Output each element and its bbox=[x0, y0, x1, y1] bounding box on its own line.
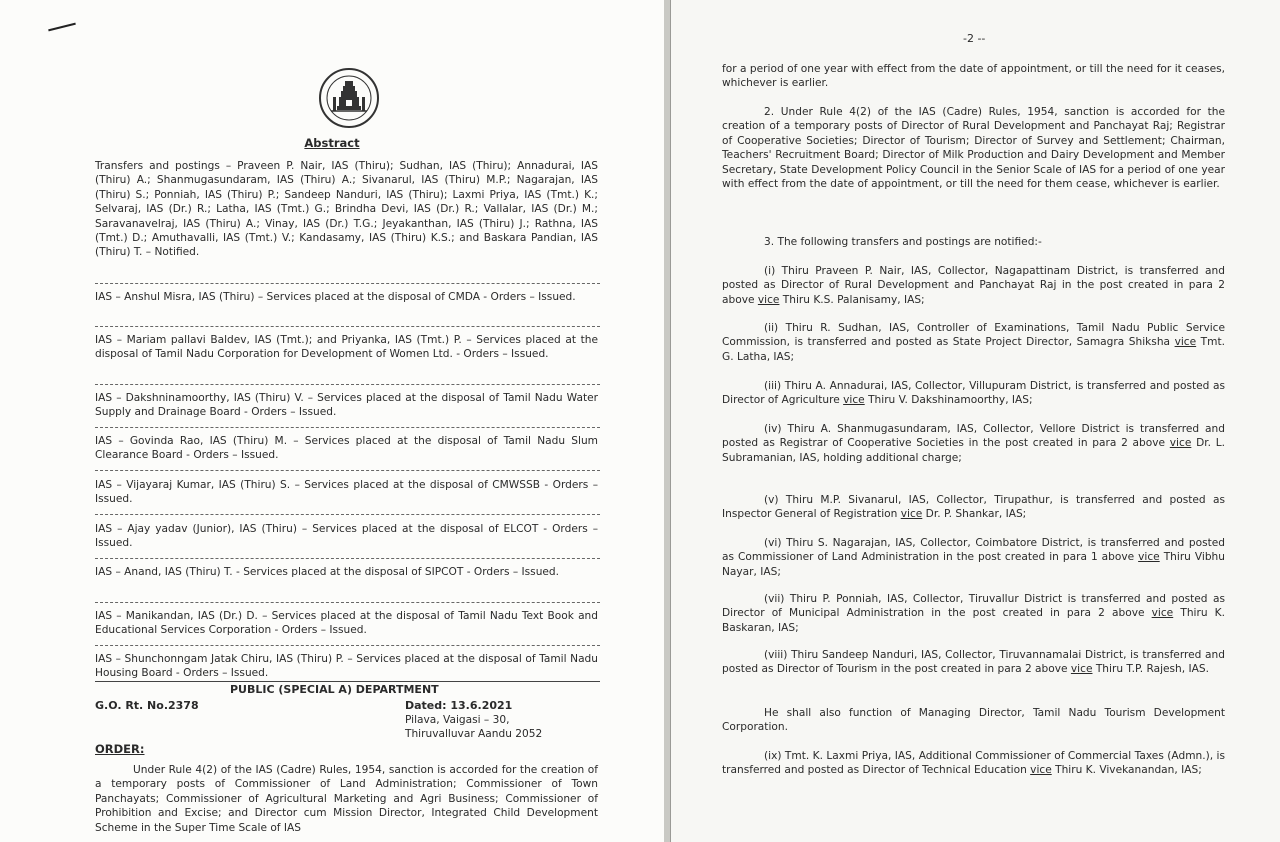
item-text: (i) Thiru Praveen P. Nair, IAS, Collector, Nagapattinam District, is transferred and posted as Director of Rural Development and Panchayat Raj in the post created in para 2 above bbox=[722, 265, 1225, 306]
vice-label: vice bbox=[1138, 551, 1160, 564]
transfer-item-9 bbox=[722, 749, 1225, 778]
vice-label: vice bbox=[1151, 607, 1174, 620]
entry-5: IAS – Vijayaraj Kumar, IAS (Thiru) S. – Services placed at the disposal of CMWSSB - Orders – Issued. bbox=[95, 479, 598, 506]
entry-9: IAS – Shunchonngam Jatak Chiru, IAS (Thiru) P. – Services placed at the disposal of Tamil Nadu Housing Board - Orders – Issued. bbox=[95, 653, 598, 680]
tourism-note: He shall also function of Managing Director, Tamil Nadu Tourism Development Corporation. bbox=[722, 707, 1225, 734]
divider bbox=[95, 427, 600, 428]
divider bbox=[95, 645, 600, 646]
item-text: Thiru K.S. Palanisamy, IAS; bbox=[779, 293, 925, 306]
transfer-item-1 bbox=[722, 264, 1225, 307]
dated: Dated: 13.6.2021 bbox=[405, 699, 513, 712]
divider bbox=[95, 283, 600, 284]
vice-label: vice bbox=[1030, 764, 1052, 777]
transfer-item-3 bbox=[722, 379, 1225, 408]
page-number: -2 -- bbox=[963, 32, 986, 45]
item-text: (vi) Thiru S. Nagarajan, IAS, Collector, Coimbatore District, is transferred and posted as Commissioner of Land Administration in the post created in para 1 above bbox=[722, 537, 1225, 564]
divider bbox=[95, 326, 600, 327]
item-text: (vii) Thiru P. Ponniah, IAS, Collector, Tiruvallur District is transferred and posted as Director of Municipal Administration in the post created in para 2 above bbox=[722, 593, 1225, 620]
vice-label: vice bbox=[1169, 437, 1192, 450]
divider bbox=[95, 602, 600, 603]
transfer-item-6 bbox=[722, 536, 1225, 579]
entry-7: IAS – Anand, IAS (Thiru) T. - Services placed at the disposal of SIPCOT - Orders – Issued. bbox=[95, 566, 560, 578]
item-text: (ii) Thiru R. Sudhan, IAS, Controller of Examinations, Tamil Nadu Public Service Commission, is transferred and posted as State Project Director, Samagra Shiksha bbox=[722, 322, 1225, 349]
divider bbox=[95, 681, 600, 682]
vice-label: vice bbox=[843, 394, 865, 407]
entry-4: IAS – Govinda Rao, IAS (Thiru) M. – Services placed at the disposal of Tamil Nadu Slum Clearance Board - Orders – Issued. bbox=[95, 435, 598, 462]
continuation-text: for a period of one year with effect from the date of appointment, or till the need for it ceases, whichever is earlier. bbox=[722, 63, 1225, 90]
transfer-item-4 bbox=[722, 422, 1225, 465]
item-text: (v) Thiru M.P. Sivanarul, IAS, Collector, Tirupathur, is transferred and posted as Inspector General of Registration bbox=[722, 494, 1225, 521]
transfer-item-5 bbox=[722, 493, 1225, 522]
item-text: Dr. L. Subramanian, IAS, holding additional charge; bbox=[722, 437, 1225, 464]
item-text: (ix) Tmt. K. Laxmi Priya, IAS, Additional Commissioner of Commercial Taxes (Admn.), is transferred and posted as Director of Technical Education bbox=[722, 750, 1225, 777]
order-text: Under Rule 4(2) of the IAS (Cadre) Rules, 1954, sanction is accorded for the creation of a temporary posts of Commissioner of Land Administration; Commissioner of Town Panchayats; Commissioner of Agricultural Marketing and Agri Business; Commissioner of Prohibition and Excise; and Director cum Mission Director, Integrated Child Development Scheme in the Super Time Scale of IAS bbox=[95, 764, 598, 834]
tamil-date-1: Pilava, Vaigasi – 30, bbox=[405, 714, 510, 726]
department-heading: PUBLIC (SPECIAL A) DEPARTMENT bbox=[230, 683, 439, 696]
item-text: Thiru K. Vivekanandan, IAS; bbox=[1051, 764, 1202, 777]
entry-6: IAS – Ajay yadav (Junior), IAS (Thiru) – Services placed at the disposal of ELCOT - Orders – Issued. bbox=[95, 523, 598, 550]
divider bbox=[95, 514, 600, 515]
tamil-nadu-emblem-icon bbox=[318, 67, 380, 129]
vice-label: vice bbox=[900, 508, 923, 521]
item-text: (viii) Thiru Sandeep Nanduri, IAS, Collector, Tiruvannamalai District, is transferred and posted as Director of Tourism in the post created in para 2 above bbox=[722, 649, 1225, 676]
transfer-item-2 bbox=[722, 321, 1225, 364]
divider bbox=[95, 384, 600, 385]
go-number: G.O. Rt. No.2378 bbox=[95, 699, 199, 712]
item-text: Thiru V. Dakshinamoorthy, IAS; bbox=[864, 394, 1033, 407]
tamil-date-2: Thiruvalluvar Aandu 2052 bbox=[405, 728, 543, 740]
divider bbox=[95, 558, 600, 559]
item-text: Thiru K. Baskaran, IAS; bbox=[722, 607, 1225, 634]
divider bbox=[95, 470, 600, 471]
entry-3: IAS – Dakshninamoorthy, IAS (Thiru) V. – Services placed at the disposal of Tamil Nadu Water Supply and Drainage Board - Orders – Issued. bbox=[95, 392, 598, 419]
item-text: Tmt. G. Latha, IAS; bbox=[722, 336, 1225, 363]
item-text: Thiru Vibhu Nayar, IAS; bbox=[722, 551, 1225, 578]
item-text: (iv) Thiru A. Shanmugasundaram, IAS, Collector, Vellore District is transferred and posted as Registrar of Cooperative Societies in the post created in para 2 above bbox=[722, 423, 1225, 450]
paragraph-3: 3. The following transfers and postings are notified:- bbox=[764, 236, 1042, 248]
abstract-text: Transfers and postings – Praveen P. Nair, IAS (Thiru); Sudhan, IAS (Thiru); Annadurai, IAS (Thiru) A.; Shanmugasundaram, IAS (Thiru) A.; Sivanarul, IAS (Thiru) M.P.; Nagarajan, IAS (Thiru) S.; Ponniah, IAS (Thiru) P.; Sandeep Nanduri, IAS (Thiru); Laxmi Priya, IAS (Tmt.) K.; Selvaraj, IAS (Dr.) R.; Latha, IAS (Tmt.) G.; Brindha Devi, IAS (Dr.) R.; Vallalar, IAS (Dr.) M.; Saravanavelraj, IAS (Thiru) A.; Vinay, IAS (Dr.) T.G.; Jeyakanthan, IAS (Thiru) J.; Rathna, IAS (Tmt.) D.; Amuthavalli, IAS (Tmt.) V.; Kandasamy, IAS (Thiru) K.S.; and Baskara Pandian, IAS (Thiru) T. – Notified. bbox=[95, 160, 598, 259]
item-text: (iii) Thiru A. Annadurai, IAS, Collector, Villupuram District, is transferred and posted as Director of Agriculture bbox=[722, 380, 1225, 407]
abstract-title: Abstract bbox=[304, 136, 360, 150]
entry-8: IAS – Manikandan, IAS (Dr.) D. – Services placed at the disposal of Tamil Nadu Text Book and Educational Services Corporation - Orders – Issued. bbox=[95, 610, 598, 637]
paragraph-2: 2. Under Rule 4(2) of the IAS (Cadre) Rules, 1954, sanction is accorded for the creation of a temporary posts of Director of Rural Development and Panchayat Raj; Registrar of Cooperative Societies; Director of Tourism; Director of Survey and Settlement; Chairman, Teachers' Recruitment Board; Director of Milk Production and Dairy Development and Member Secretary, State Development Policy Council in the Senior Scale of IAS for a period of one year with effect from the date of appointment, or till the need for them cease, whichever is earlier. bbox=[722, 106, 1225, 191]
vice-label: vice bbox=[757, 293, 780, 306]
item-text: Thiru T.P. Rajesh, IAS. bbox=[1092, 663, 1209, 676]
vice-label: vice bbox=[1174, 336, 1197, 349]
pen-mark bbox=[48, 23, 76, 32]
vice-label: vice bbox=[1070, 663, 1093, 676]
transfer-item-8 bbox=[722, 648, 1225, 677]
transfer-item-7 bbox=[722, 592, 1225, 635]
entry-1: IAS – Anshul Misra, IAS (Thiru) – Services placed at the disposal of CMDA - Orders – Issued. bbox=[95, 291, 576, 303]
order-heading: ORDER: bbox=[95, 742, 145, 756]
item-text: Dr. P. Shankar, IAS; bbox=[922, 508, 1027, 521]
entry-2: IAS – Mariam pallavi Baldev, IAS (Tmt.); and Priyanka, IAS (Tmt.) P. – Services placed at the disposal of Tamil Nadu Corporation for Development of Women Ltd. - Orders – Issued. bbox=[95, 334, 598, 361]
